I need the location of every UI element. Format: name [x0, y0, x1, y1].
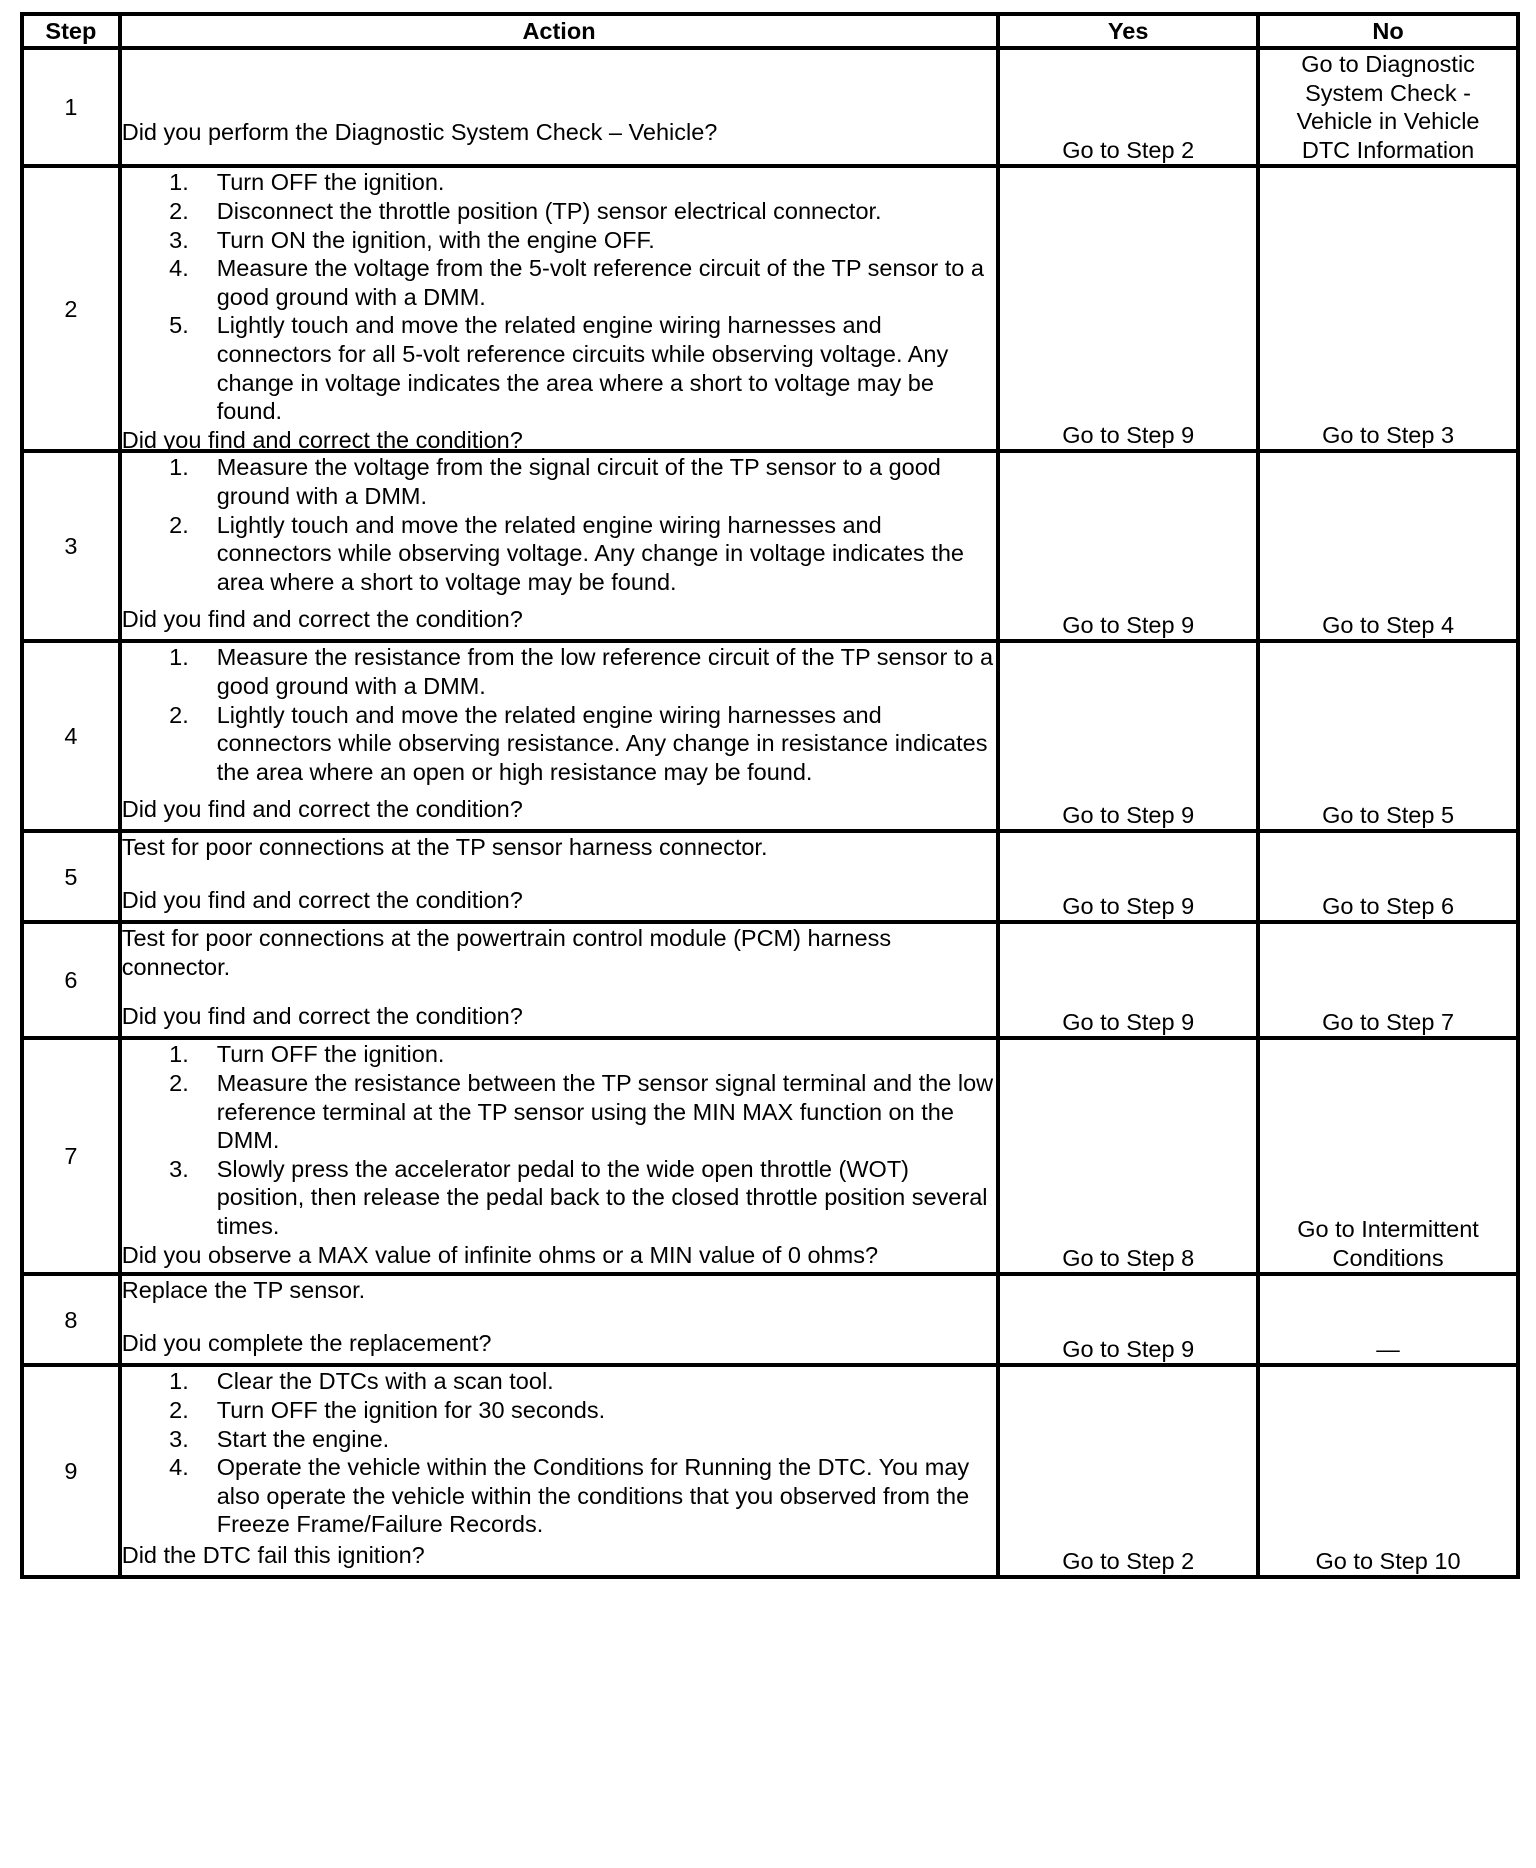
- substep-item: [122, 197, 997, 226]
- action-body: [122, 1276, 997, 1305]
- action-cell: [120, 166, 999, 451]
- substep-text: Lightly touch and move the related engine wiring harnesses and connectors while observing voltage. Any change in voltage indicates the area where a short to voltage may be found.: [216, 511, 964, 595]
- no-result: —: [1258, 1274, 1518, 1365]
- action-question: Did you find and correct the condition?: [121, 426, 523, 453]
- action-body: [122, 453, 997, 596]
- substep-text: Turn OFF the ignition.: [216, 169, 445, 196]
- substep-number: 3.: [169, 1425, 189, 1452]
- step-number: 4: [22, 641, 120, 831]
- substep-item: [122, 701, 997, 787]
- substep-text: Turn ON the ignition, with the engine OFF.: [216, 226, 655, 253]
- yes-result: Go to Step 9: [998, 166, 1258, 451]
- table-row: [22, 641, 1518, 831]
- table-row: [22, 48, 1518, 166]
- substep-text: Disconnect the throttle position (TP) sensor electrical connector.: [216, 197, 882, 224]
- substep-item: [122, 1425, 997, 1454]
- step-number: 6: [22, 922, 120, 1038]
- yes-result: Go to Step 9: [998, 831, 1258, 922]
- table-row: [22, 451, 1518, 641]
- no-result: Go to Step 7: [1258, 922, 1518, 1038]
- header-row: [22, 14, 1518, 48]
- substep-item: [122, 1040, 997, 1069]
- substep-item: [122, 511, 997, 597]
- substep-number: 1.: [169, 1041, 189, 1068]
- substep-list: [122, 168, 997, 425]
- yes-result: Go to Step 2: [998, 48, 1258, 166]
- step-number: 7: [22, 1038, 120, 1274]
- substep-text: Lightly touch and move the related engine wiring harnesses and connectors for all 5-volt reference circuits while observing voltage. Any change in voltage indicates the area where a short to voltage may be found.: [216, 312, 949, 425]
- action-cell: [120, 1274, 999, 1365]
- substep-text: Measure the voltage from the signal circuit of the TP sensor to a good ground with a DMM.: [216, 454, 941, 509]
- action-cell: [120, 831, 999, 922]
- table-row: [22, 166, 1518, 451]
- action-instruction: Test for poor connections at the TP sensor harness connector.: [121, 834, 768, 861]
- table-row: [22, 1274, 1518, 1365]
- substep-number: 2.: [169, 701, 189, 728]
- substep-item: [122, 1367, 997, 1396]
- substep-number: 4.: [169, 255, 189, 282]
- substep-item: [122, 1155, 997, 1241]
- action-cell: [120, 922, 999, 1038]
- yes-result: Go to Step 8: [998, 1038, 1258, 1274]
- action-instruction: Test for poor connections at the powertrain control module (PCM) harness connector.: [121, 925, 892, 980]
- substep-number: 2.: [169, 197, 189, 224]
- substep-text: Lightly touch and move the related engine wiring harnesses and connectors while observing resistance. Any change in resistance indicates the area where an open or high resistance may be found.: [216, 701, 988, 785]
- no-result: Go to Step 5: [1258, 641, 1518, 831]
- substep-number: 3.: [169, 1155, 189, 1182]
- yes-result: Go to Step 2: [998, 1365, 1258, 1577]
- action-body: [122, 168, 997, 425]
- action-question: Did you complete the replacement?: [121, 1329, 492, 1356]
- substep-text: Measure the resistance from the low reference circuit of the TP sensor to a good ground with a DMM.: [216, 644, 994, 699]
- no-result: Go to Step 3: [1258, 166, 1518, 451]
- header-yes: Yes: [998, 14, 1258, 48]
- yes-result: Go to Step 9: [998, 641, 1258, 831]
- substep-item: [122, 1396, 997, 1425]
- substep-item: [122, 226, 997, 255]
- substep-number: 5.: [169, 312, 189, 339]
- substep-number: 2.: [169, 1396, 189, 1423]
- substep-number: 2.: [169, 511, 189, 538]
- substep-text: Slowly press the accelerator pedal to the wide open throttle (WOT) position, then release the pedal back to the closed throttle position several times.: [216, 1155, 988, 1239]
- yes-result: Go to Step 9: [998, 1274, 1258, 1365]
- table-row: [22, 922, 1518, 1038]
- no-result: Go to Step 6: [1258, 831, 1518, 922]
- action-cell: [120, 1038, 999, 1274]
- substep-item: [122, 311, 997, 425]
- step-number: 1: [22, 48, 120, 166]
- action-cell: [120, 641, 999, 831]
- substep-text: Turn OFF the ignition for 30 seconds.: [216, 1396, 606, 1423]
- substep-text: Operate the vehicle within the Conditions for Running the DTC. You may also operate the vehicle within the conditions that you observed from the Freeze Frame/Failure Records.: [216, 1454, 970, 1538]
- substep-number: 1.: [169, 169, 189, 196]
- yes-result: Go to Step 9: [998, 451, 1258, 641]
- substep-text: Measure the resistance between the TP sensor signal terminal and the low reference terminal at the TP sensor using the MIN MAX function on the DMM.: [216, 1069, 994, 1154]
- substep-list: [122, 453, 997, 596]
- step-number: 5: [22, 831, 120, 922]
- no-result: Go to Step 10: [1258, 1365, 1518, 1577]
- step-number: 9: [22, 1365, 120, 1577]
- substep-number: 3.: [169, 226, 189, 253]
- substep-list: [122, 1040, 997, 1240]
- yes-result: Go to Step 9: [998, 922, 1258, 1038]
- action-question: Did you find and correct the condition?: [121, 605, 523, 632]
- substep-text: Turn OFF the ignition.: [216, 1041, 445, 1068]
- substep-text: Measure the voltage from the 5-volt reference circuit of the TP sensor to a good ground with a DMM.: [216, 255, 984, 310]
- substep-item: [122, 254, 997, 311]
- action-body: [122, 643, 997, 786]
- step-number: 8: [22, 1274, 120, 1365]
- action-question: Did the DTC fail this ignition?: [121, 1541, 425, 1568]
- no-result: Go to Intermittent Conditions: [1258, 1038, 1518, 1274]
- action-question: Did you find and correct the condition?: [121, 886, 523, 913]
- substep-number: 1.: [169, 1368, 189, 1395]
- no-result: Go to Diagnostic System Check - Vehicle in Vehicle DTC Information: [1258, 48, 1518, 166]
- header-action: Action: [120, 14, 999, 48]
- substep-item: [122, 643, 997, 700]
- table-row: [22, 1365, 1518, 1577]
- substep-number: 1.: [169, 454, 189, 481]
- substep-item: [122, 453, 997, 510]
- table-row: [22, 831, 1518, 922]
- no-result: Go to Step 4: [1258, 451, 1518, 641]
- substep-number: 1.: [169, 644, 189, 671]
- action-body: [122, 833, 997, 862]
- action-body: [122, 924, 997, 981]
- substep-item: [122, 168, 997, 197]
- action-instruction: Replace the TP sensor.: [121, 1277, 366, 1304]
- table-row: [22, 1038, 1518, 1274]
- action-body: [122, 1040, 997, 1240]
- header-step: Step: [22, 14, 120, 48]
- substep-item: [122, 1453, 997, 1539]
- substep-text: Start the engine.: [216, 1425, 390, 1452]
- step-number: 2: [22, 166, 120, 451]
- substep-item: [122, 1069, 997, 1155]
- header-no: No: [1258, 14, 1518, 48]
- action-body: [122, 1367, 997, 1539]
- substep-number: 4.: [169, 1454, 189, 1481]
- action-cell: [120, 1365, 999, 1577]
- action-cell: [120, 48, 999, 166]
- action-question: Did you find and correct the condition?: [121, 1002, 523, 1029]
- action-question: Did you perform the Diagnostic System Check – Vehicle?: [121, 119, 718, 146]
- diagnostic-table: [20, 12, 1520, 1579]
- substep-list: [122, 643, 997, 786]
- substep-list: [122, 1367, 997, 1539]
- action-question: Did you find and correct the condition?: [121, 795, 523, 822]
- substep-number: 2.: [169, 1069, 189, 1096]
- substep-text: Clear the DTCs with a scan tool.: [216, 1368, 554, 1395]
- action-question: Did you observe a MAX value of infinite ohms or a MIN value of 0 ohms?: [121, 1241, 879, 1268]
- action-cell: [120, 451, 999, 641]
- step-number: 3: [22, 451, 120, 641]
